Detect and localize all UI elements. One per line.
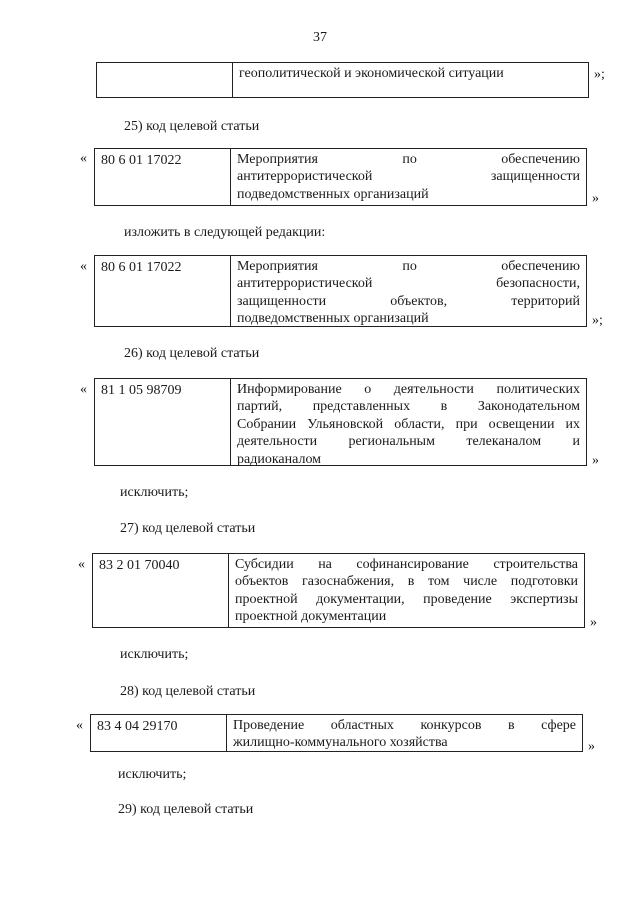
code-cell: 83 2 01 70040 xyxy=(93,554,229,627)
description-line: антитеррористической защищенности xyxy=(237,169,580,185)
description-line: Информирование о деятельности политических xyxy=(237,382,580,397)
description-line: Мероприятия по обеспечению xyxy=(237,152,580,167)
exclude-instruction: исключить; xyxy=(120,647,189,662)
closing-quote: » xyxy=(590,615,597,630)
description-line: партий, представленных в Законодательном xyxy=(237,399,580,415)
description-cell xyxy=(231,256,586,326)
description-cell xyxy=(231,379,586,465)
description-line: жилищно-коммунального хозяйства xyxy=(233,735,448,751)
code-table xyxy=(90,714,583,752)
paragraph-29: 29) код целевой статьи xyxy=(118,802,254,817)
code-cell: 83 4 04 29170 xyxy=(91,715,227,751)
opening-quote: « xyxy=(80,259,87,274)
paragraph-25: 25) код целевой статьи xyxy=(124,119,260,134)
opening-quote: « xyxy=(80,151,87,166)
description-line: проектной документации xyxy=(235,609,387,625)
description-line: объектов газоснабжения, в том числе подготовки xyxy=(235,574,578,590)
code-table xyxy=(94,255,587,327)
description-line: радиоканалом xyxy=(237,451,322,467)
opening-quote: « xyxy=(76,718,83,733)
description-line: геополитической и экономической ситуации xyxy=(239,66,504,81)
code-cell: 80 6 01 17022 xyxy=(95,149,231,205)
description-line: антитеррористической безопасности, xyxy=(237,276,580,292)
exclude-instruction: исключить; xyxy=(118,767,187,782)
description-line: деятельности региональным телеканалом и xyxy=(237,434,580,450)
description-line: Мероприятия по обеспечению xyxy=(237,259,580,274)
description-line: подведомственных организаций xyxy=(237,311,429,327)
edit-instruction: изложить в следующей редакции: xyxy=(124,225,326,240)
paragraph-26: 26) код целевой статьи xyxy=(124,346,260,361)
code-table xyxy=(92,553,585,628)
closing-quote: » xyxy=(592,453,599,468)
page-number: 37 xyxy=(313,30,327,45)
description-cell xyxy=(229,554,584,627)
opening-quote: « xyxy=(80,382,87,397)
code-table xyxy=(96,62,589,98)
description-line: Собрании Ульяновской области, при освещении их xyxy=(237,416,580,432)
closing-quote: » xyxy=(588,739,595,754)
closing-quote: » xyxy=(592,191,599,206)
paragraph-28: 28) код целевой статьи xyxy=(120,684,256,699)
exclude-instruction: исключить; xyxy=(120,485,189,500)
code-table xyxy=(94,148,587,206)
code-cell: 80 6 01 17022 xyxy=(95,256,231,326)
description-cell xyxy=(231,149,586,205)
description-line: подведомственных организаций xyxy=(237,186,429,202)
description-line: Проведение областных конкурсов в сфере xyxy=(233,718,576,733)
closing-quote: »; xyxy=(592,313,603,328)
paragraph-27: 27) код целевой статьи xyxy=(120,521,256,536)
code-cell xyxy=(97,63,233,97)
description-cell xyxy=(233,63,588,97)
opening-quote: « xyxy=(78,557,85,572)
description-line: проектной документации, проведение экспертизы xyxy=(235,591,578,607)
code-cell: 81 1 05 98709 xyxy=(95,379,231,465)
description-line: Субсидии на софинансирование строительства xyxy=(235,557,578,572)
code-table xyxy=(94,378,587,466)
closing-quote: »; xyxy=(594,67,605,82)
description-cell xyxy=(227,715,582,751)
description-line: защищенности объектов, территорий xyxy=(237,293,580,309)
